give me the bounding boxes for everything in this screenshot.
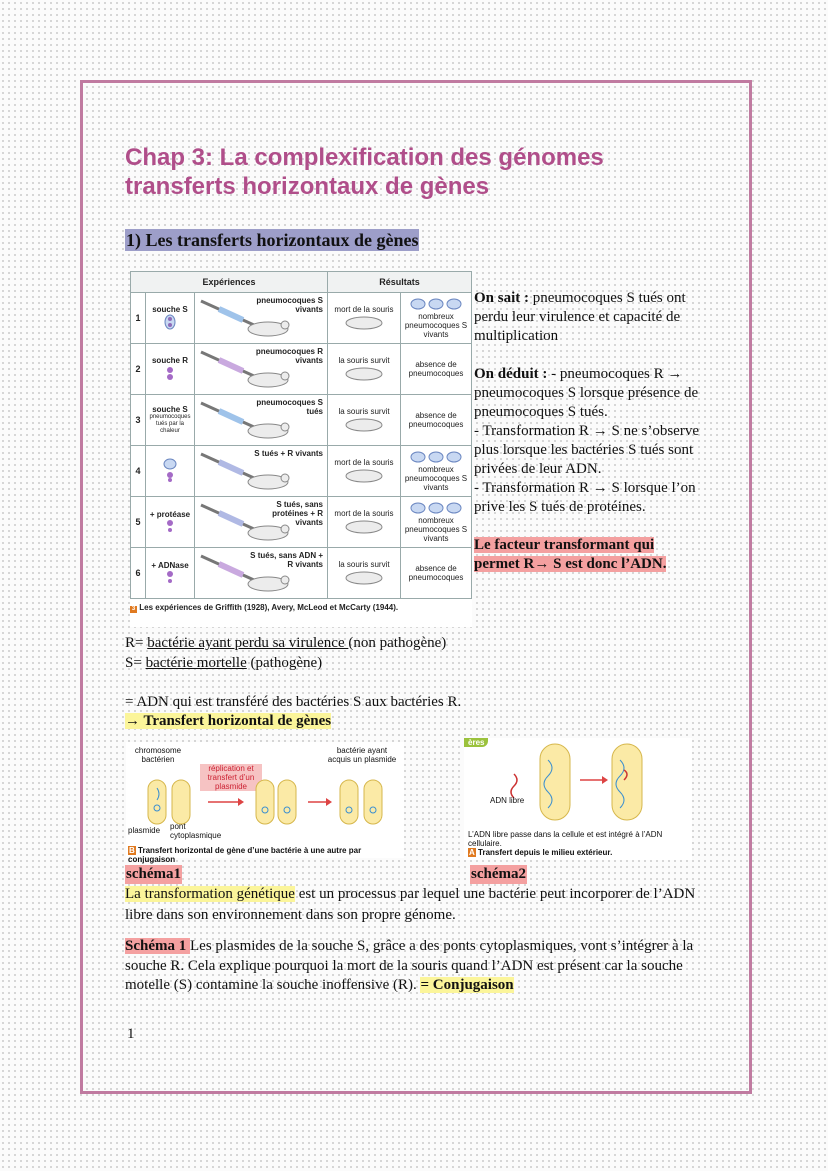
schema2-caption: A Transfert depuis le milieu extérieur. — [469, 848, 613, 857]
schema1-explanation: Schéma 1 Les plasmides de la souche S, grâce a des ponts cytoplasmiques, vont s’intégrer à la souche R. Cela explique pourquoi la mort de la souris quand l’ADN est présent car la souche motelle (S) contamine la souche inoffensive (R). = Conjugaison — [125, 938, 694, 993]
transformation-definition: La transformation génétique est un processus par lequel une bactérie peut incorporer de l’ADN libre dans son environnement dans son propre génome. — [125, 886, 696, 923]
experience-cell: S tués, sans protéines + R vivants — [195, 497, 328, 548]
resultat-cell: absence de pneumocoques — [401, 395, 472, 446]
souche-cell: souche S — [146, 293, 195, 344]
experience-cell: S tués + R vivants — [195, 446, 328, 497]
table-row — [131, 446, 472, 497]
conclusion: Le facteur transformant qui permet R→ S est donc l’ADN. — [474, 537, 667, 572]
schema1-caption: B Transfert horizontal de gène d’une bactérie à une autre par conjugaison — [128, 846, 362, 864]
mouse-icon — [243, 521, 293, 541]
mouse-icon — [243, 368, 293, 388]
title-line-1: Chap 3: La complexification des génomes — [125, 144, 604, 171]
bacteria-r-icon — [163, 519, 177, 533]
dead-mouse-icon — [341, 467, 387, 483]
souche-cell: + ADNase — [146, 548, 195, 599]
bacteria-r-icon — [163, 570, 177, 584]
mouse-icon — [243, 572, 293, 592]
definition-s: S= bactérie mortelle (pathogène) — [125, 655, 323, 671]
on-deduit-paragraph: On déduit : - pneumocoques R → pneumocoques S lorsque présence de pneumocoques S tués. — [474, 366, 699, 420]
caption-badge: 3 — [131, 606, 136, 612]
experience-cell: pneumocoques R vivants — [195, 344, 328, 395]
griffith-experiments-figure — [130, 271, 472, 627]
mort-cell: la souris survit — [328, 395, 401, 446]
table-caption: 3 Les expériences de Griffith (1928), Avery, McLeod et McCarty (1944). — [131, 603, 399, 612]
row-number: 4 — [131, 446, 146, 497]
souche-cell: + protéase — [146, 497, 195, 548]
table-row — [131, 395, 472, 446]
section-heading: 1) Les transferts horizontaux de gènes — [126, 230, 419, 250]
dead-mouse-icon — [341, 518, 387, 534]
experiments-table — [130, 271, 472, 599]
title-line-2: transferts horizontaux de gènes — [125, 173, 490, 200]
header-resultats: Résultats — [328, 272, 472, 293]
on-sait-paragraph: On sait : pneumocoques S tués ont perdu leur virulence et capacité de multiplication — [474, 290, 686, 344]
transformation-point-2: - Transformation R → S lorsque l’on prive les S tués de protéines. — [474, 480, 696, 515]
living-mouse-icon — [341, 365, 387, 381]
mouse-icon — [243, 317, 293, 337]
transformation-figure: ères ADN libre L’ADN libre passe dans la cellule et est intégré à l’ADN cellulaire. A Transfert depuis le milieu extérieur. — [464, 738, 692, 860]
analysis-text — [474, 289, 704, 574]
experience-cell: pneumocoques S tués — [195, 395, 328, 446]
page-title — [125, 143, 725, 201]
definition-r: R= bactérie ayant perdu sa virulence (non pathogène) — [125, 635, 447, 651]
bacteria-group-icon — [408, 502, 464, 514]
mort-cell: mort de la souris — [328, 446, 401, 497]
transformation-point-1: - Transformation R → S ne s’observe plus lorsque les bactéries S tués sont privées de leur ADN. — [474, 423, 699, 477]
transfert-horizontal-line: → Transfert horizontal de gènes — [125, 713, 332, 729]
row-number: 2 — [131, 344, 146, 395]
mort-cell: la souris survit — [328, 548, 401, 599]
living-mouse-icon — [341, 569, 387, 585]
conjugaison-figure: chromosome bactérien réplication et transfert d’un plasmide bactérie ayant acquis un plasmide plasmide pont cytoplasmique B Transfert horizontal de gène d’une bactérie à une autre par conjugaison — [126, 742, 404, 858]
bacteria-group-icon — [408, 298, 464, 310]
table-row — [131, 344, 472, 395]
mort-cell: la souris survit — [328, 344, 401, 395]
resultat-cell: absence de pneumocoques — [401, 548, 472, 599]
mouse-icon — [243, 419, 293, 439]
schema2-label: schéma2 — [471, 866, 526, 882]
mouse-icon — [243, 470, 293, 490]
experience-cell: pneumocoques S vivants — [195, 293, 328, 344]
page-number: 1 — [127, 1026, 135, 1042]
souche-cell — [146, 446, 195, 497]
dead-mouse-icon — [341, 314, 387, 330]
header-experiences: Expériences — [131, 272, 328, 293]
resultat-cell: nombreux pneumocoques S vivants — [401, 497, 472, 548]
living-mouse-icon — [341, 416, 387, 432]
souche-cell: souche S pneumocoques tués par la chaleur — [146, 395, 195, 446]
bacteria-group-icon — [408, 451, 464, 463]
bacteria-r-icon — [163, 365, 177, 381]
resultat-cell: absence de pneumocoques — [401, 344, 472, 395]
schema1-label: schéma1 — [126, 866, 181, 882]
row-number: 1 — [131, 293, 146, 344]
transformation-diagram — [504, 740, 664, 824]
table-row — [131, 497, 472, 548]
mort-cell: mort de la souris — [328, 497, 401, 548]
souche-cell: souche R — [146, 344, 195, 395]
mort-cell: mort de la souris — [328, 293, 401, 344]
experience-cell: S tués, sans ADN + R vivants — [195, 548, 328, 599]
row-number: 5 — [131, 497, 146, 548]
adn-transfer-line: = ADN qui est transféré des bactéries S aux bactéries R. — [125, 694, 462, 710]
table-row — [131, 548, 472, 599]
bacteria-mix-icon — [163, 457, 177, 483]
resultat-cell: nombreux pneumocoques S vivants — [401, 293, 472, 344]
resultat-cell: nombreux pneumocoques S vivants — [401, 446, 472, 497]
row-number: 3 — [131, 395, 146, 446]
table-row — [131, 293, 472, 344]
conjugation-diagram — [126, 768, 404, 828]
row-number: 6 — [131, 548, 146, 599]
bacteria-s-icon — [163, 314, 177, 330]
